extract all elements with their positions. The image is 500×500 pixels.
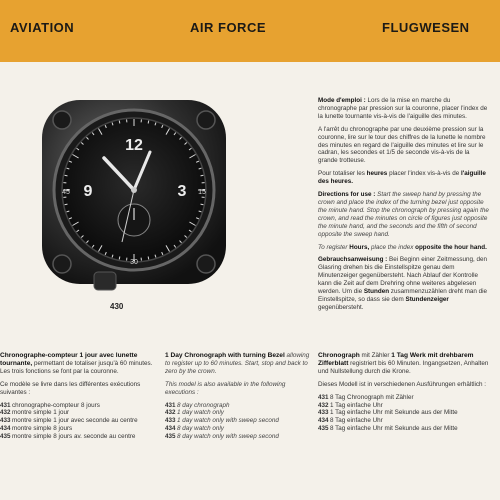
fr-instructions-3: Pour totaliser les heures placer l'index vis-à-vis de l'aiguille des heures. bbox=[318, 170, 486, 186]
list-item: 434 8 day watch only bbox=[165, 425, 224, 433]
dial-3: 3 bbox=[177, 183, 187, 200]
list-item: 433 1 Tag einfache Uhr mit Sekunde aus der Mitte bbox=[318, 409, 458, 417]
list-item: 431 8 Tag Chronograph mit Zähler bbox=[318, 393, 414, 401]
dial-tick bbox=[65, 175, 68, 176]
list-item: 434 8 Tag einfache Uhr bbox=[318, 417, 383, 425]
header-aviation: AVIATION bbox=[10, 20, 75, 35]
list-item: 432 montre simple 1 jour bbox=[0, 409, 70, 417]
bezel-30: 30 bbox=[130, 259, 138, 266]
list-item: 431 chronographe-compteur 8 jours bbox=[0, 401, 100, 409]
header-band bbox=[0, 0, 500, 62]
instructions-column bbox=[318, 97, 490, 317]
dial-tick bbox=[201, 175, 204, 176]
list-item: 435 montre simple 8 jours av. seconde au centre bbox=[0, 433, 136, 441]
dial-tick bbox=[201, 204, 204, 205]
fr-instructions: Mode d'emploi : Lors de la mise en marche du chronographe par pression sur la couronne, placer l'index de la lunette tournante vis-à-vis de l'aiguille des minutes. bbox=[318, 97, 488, 120]
list-item: 435 8 day watch only with sweep second bbox=[165, 433, 279, 441]
bottom-fr-column: Chronographe-compteur 1 jour avec lunette tournante, permettant de totaliser jusqu'à 60 minutes. Les trois fonctions se font par la couronne. Ce modèle se livre dans les différentes exécutions suivantes : 431 chronographe-compteur 8 jours 432 montre simple 1 jour 433 montre simple 1 jour avec seconde au centre 434 montre simple 8 jours 435 montre simple 8 jours av. seconde au centre bbox=[0, 352, 160, 441]
watch-image bbox=[34, 92, 234, 292]
bezel-45: 45 bbox=[62, 189, 70, 196]
dial-tick bbox=[148, 121, 149, 124]
figure-caption: 430 bbox=[110, 302, 124, 311]
fr-instructions-2: A l'arrêt du chronographe par une deuxième pression sur la couronne, lire sur le tour des chiffres de la lunette le nombre des minutes en regard de l'aiguille des minutes et lire sur le cadran, les secondes et 1/5 de seconde vis-à-vis de la grande trotteuse. bbox=[318, 125, 486, 165]
list-item: 435 8 Tag einfache Uhr mit Sekunde aus der Mitte bbox=[318, 425, 458, 433]
bottom-de-column: Chronograph mit Zähler 1 Tag Werk mit drehbarem Zifferblatt registriert bis 60 Minuten. Ingangsetzen, Anhalten und Nullstellung durch die Krone. Dieses Modell ist in verschiedenen Ausführungen erhältlich : 431 8 Tag Chronograph mit Zähler 432 1 Tag einfache Uhr 433 1 Tag einfache Uhr mit Sekunde aus der Mitte 434 8 Tag einfache Uhr 435 8 Tag einfache Uhr mit Sekunde aus der Mitte bbox=[318, 352, 494, 433]
list-item: 433 montre simple 1 jour avec seconde au centre bbox=[0, 417, 138, 425]
header-flugwesen: FLUGWESEN bbox=[382, 20, 470, 35]
bottom-en-column: 1 Day Chronograph with turning Bezel allowing to register up to 60 minutes. Start, stop and back to zero by the crown. This model is also available in the following executions : 431 8 day chronograph 432 1 day watch only 433 1 day watch only with sweep second 434 8 day watch only 435 8 day watch only with sweep second bbox=[165, 352, 313, 441]
header-air-force: AIR FORCE bbox=[190, 20, 266, 35]
dial-tick bbox=[65, 204, 68, 205]
en-hours: To register Hours, place the index opposite the hour hand. bbox=[318, 243, 487, 251]
dial-tick bbox=[148, 257, 149, 260]
list-item: 432 1 Tag einfache Uhr bbox=[318, 401, 383, 409]
de-instructions: Gebrauchsanweisung : Bei Beginn einer Zeitmessung, den Glasring drehen bis die Einstellspitze genau dem Minutenzeiger gegenübersteht. Nach Ablauf der Kontrolle kann die Zeit auf dem Drehring ohne weiteres abgelesen werden. Um die Stunden zusammenzuzählen dreht man die Einstellspitze, so dass sie dem Stundenzeiger gegenübersteht. bbox=[318, 256, 488, 311]
dial-tick bbox=[119, 257, 120, 260]
en-instructions: Directions for use : Start the sweep hand by pressing the crown and place the index of the turning bezel just opposite the minute hand. Stop the chronograph by pressing again the crown, and read the minutes on circle of figures just opposite the minute hand, and the seconds and the fifth of second opposite the sweep hand. bbox=[318, 191, 489, 238]
list-item: 433 1 day watch only with sweep second bbox=[165, 417, 279, 425]
list-item: 432 1 day watch only bbox=[165, 409, 224, 417]
dial-12: 12 bbox=[125, 137, 143, 154]
list-item: 434 montre simple 8 jours bbox=[0, 425, 73, 433]
bezel-15: 15 bbox=[198, 189, 206, 196]
dial-tick bbox=[119, 121, 120, 124]
list-item: 431 8 day chronograph bbox=[165, 401, 230, 409]
dial-9: 9 bbox=[83, 183, 93, 200]
